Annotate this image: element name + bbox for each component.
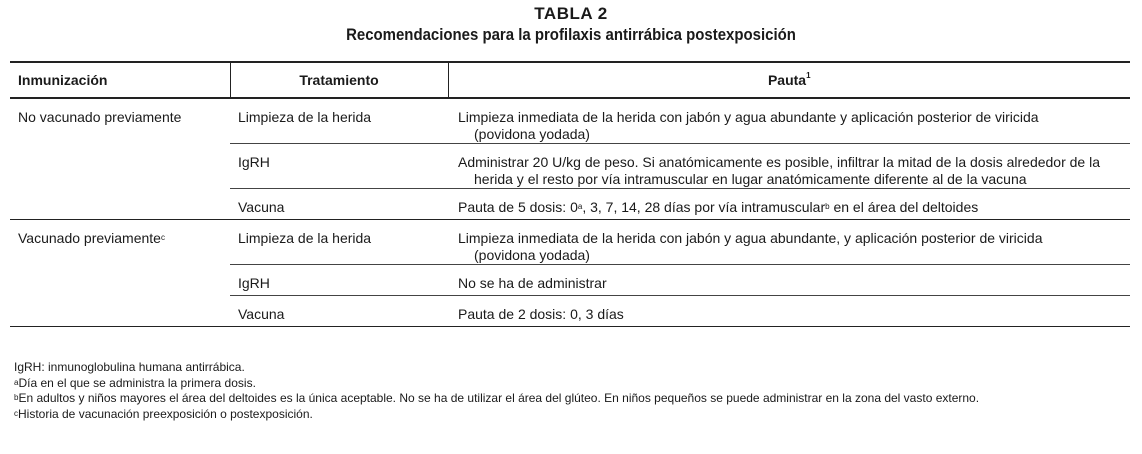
footnote-c: $^c$Historia de vacunación preexposición o postexposición. (14, 406, 313, 421)
pauta-cell (448, 98, 1130, 144)
footnote-marker: b (825, 202, 830, 211)
column-header-pauta: Pauta$^1$ (767, 71, 811, 88)
pauta-line: Administrar 20 U/kg de peso. Si anatómicamente es posible, infiltrar la mitad de la dosis alrededor de la (458, 154, 1100, 170)
table-title: Recomendaciones para la profilaxis antirrábica postexposición (346, 25, 796, 44)
footnote-marker: b (14, 393, 19, 402)
footnote-marker: a (577, 202, 583, 211)
treatment-cell: Limpieza de la herida (230, 220, 448, 265)
pauta-line-continued: herida y el resto por vía intramuscular en lugar anatómicamente diferente al de la vacuna (474, 171, 1027, 187)
pauta-text: en el área del deltoides (829, 199, 979, 215)
table-footnotes (14, 360, 1124, 422)
pauta-cell (448, 144, 1130, 189)
pauta-line: Limpieza inmediata de la herida con jabón y agua abundante y aplicación posterior de viricida (458, 109, 1039, 125)
pauta-line-continued: (povidona yodada) (474, 247, 590, 263)
column-header-inmunizacion: Inmunización (18, 72, 108, 88)
pauta-cell: No se ha de administrar (448, 265, 1130, 296)
table-row (10, 98, 1130, 144)
footnote-abbreviation: IgRH: inmunoglobulina humana antirrábica. (14, 360, 245, 374)
footnote-a: $^a$Día en el que se administra la primera dosis. (14, 375, 256, 390)
pauta-line: Limpieza inmediata de la herida con jabón y agua abundante, y aplicación posterior de viricida (458, 230, 1043, 246)
footnote-marker: c (160, 233, 165, 242)
column-header-tratamiento: Tratamiento (230, 62, 448, 98)
footnote-marker: c (14, 408, 18, 418)
treatment-cell: IgRH (230, 265, 448, 296)
treatment-cell: Limpieza de la herida (230, 98, 448, 144)
treatment-cell: IgRH (230, 144, 448, 189)
pauta-cell (448, 220, 1130, 265)
pauta-text: Pauta de 5 dosis: 0 (458, 199, 578, 215)
treatment-cell: Vacuna (230, 296, 448, 327)
pauta-cell: Pauta de 2 dosis: 0, 3 días (448, 296, 1130, 327)
table-row (10, 220, 1130, 265)
table-header-row (10, 62, 1130, 98)
table-caption (0, 4, 1142, 46)
pauta-text: , 3, 7, 14, 28 días por vía intramuscular (582, 199, 826, 215)
pauta-cell (448, 189, 1130, 220)
group-label-vacunado: Vacunado previamente$^c$ (10, 220, 230, 327)
treatment-cell: Vacuna (230, 189, 448, 220)
table-number: TABLA 2 (534, 4, 608, 23)
footnote-marker: a (14, 377, 19, 387)
pauta-line-continued: (povidona yodada) (474, 126, 590, 142)
footnote-b: $^b$En adultos y niños mayores el área del deltoides es la única aceptable. No se ha de utilizar el área del glúteo. En niños pequeños se puede administrar en la zona del vasto externo. (14, 391, 980, 405)
prophylaxis-table-wrapper (10, 61, 1130, 327)
footnote-marker: 1 (806, 71, 811, 80)
prophylaxis-table (10, 61, 1130, 327)
group-label-no-vacunado: No vacunado previamente (10, 98, 230, 220)
